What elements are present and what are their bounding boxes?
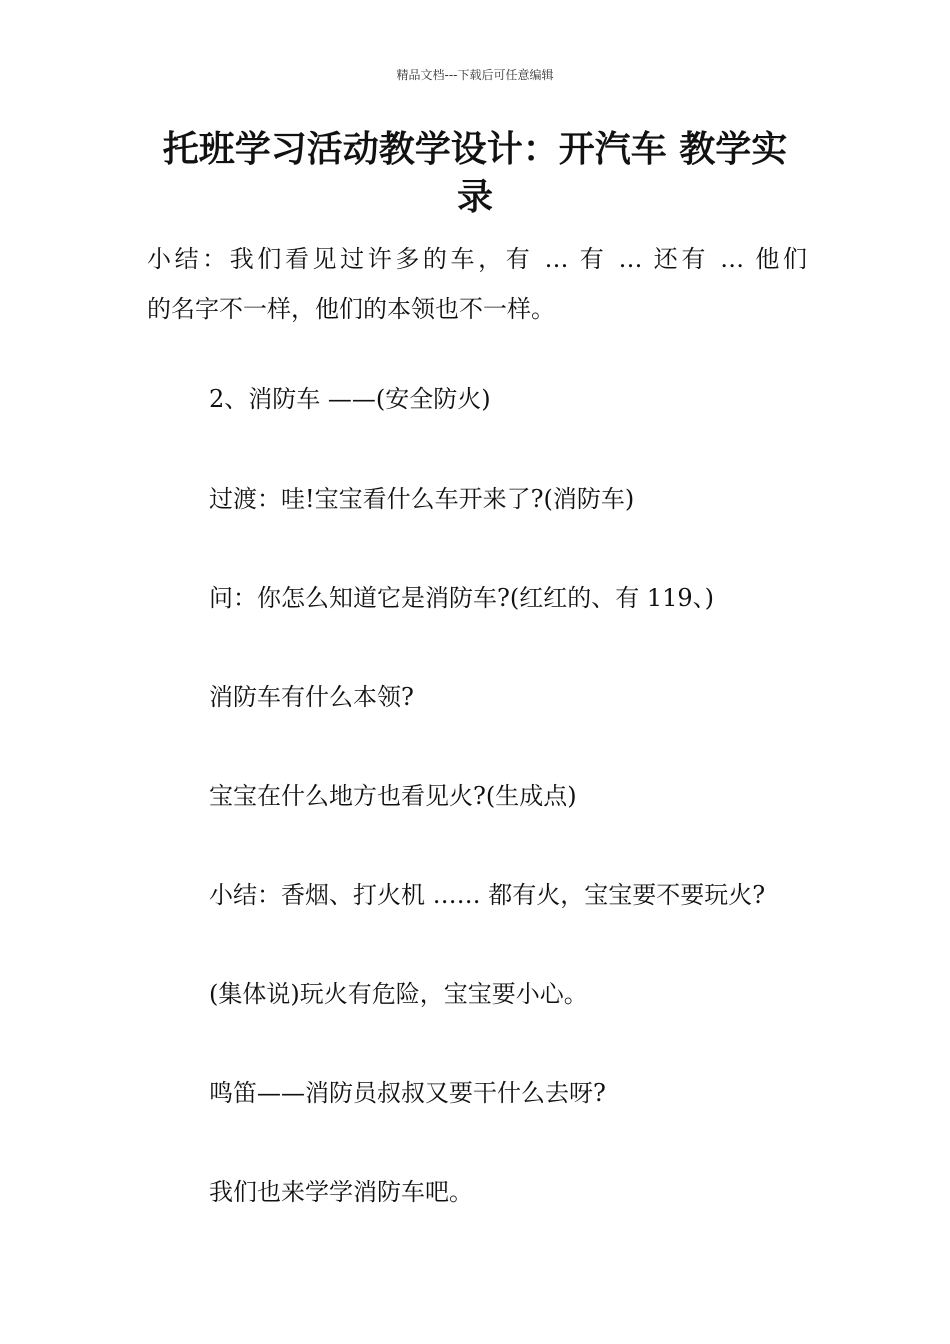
paragraph-ability: 消防车有什么本领? — [209, 683, 414, 711]
page-header-note: 精品文档---下载后可任意编辑 — [396, 68, 554, 82]
document-title: 托班学习活动教学设计：开汽车 教学实录 — [162, 129, 788, 218]
paragraph-question: 问：你怎么知道它是消防车?(红红的、有 119、) — [209, 584, 715, 612]
paragraph-summary-fire: 小结：香烟、打火机 …… 都有火，宝宝要不要玩火? — [209, 881, 766, 909]
paragraph-where-fire: 宝宝在什么地方也看见火?(生成点) — [209, 782, 577, 810]
section-heading-fire-truck: 2、消防车 ——(安全防火) — [209, 385, 491, 413]
summary-line-2: 的名字不一样，他们的本领也不一样。 — [147, 295, 555, 323]
paragraph-group-say: (集体说)玩火有危险，宝宝要小心。 — [209, 980, 588, 1008]
paragraph-imitate: 我们也来学学消防车吧。 — [209, 1178, 473, 1206]
paragraph-siren: 鸣笛——消防员叔叔又要干什么去呀? — [209, 1079, 606, 1107]
summary-paragraph — [147, 234, 807, 334]
summary-line-1: 小结：我们看见过许多的车，有 … 有 … 还有 … 他们 — [147, 245, 807, 273]
paragraph-transition: 过渡：哇!宝宝看什么车开来了?(消防车) — [209, 485, 635, 513]
